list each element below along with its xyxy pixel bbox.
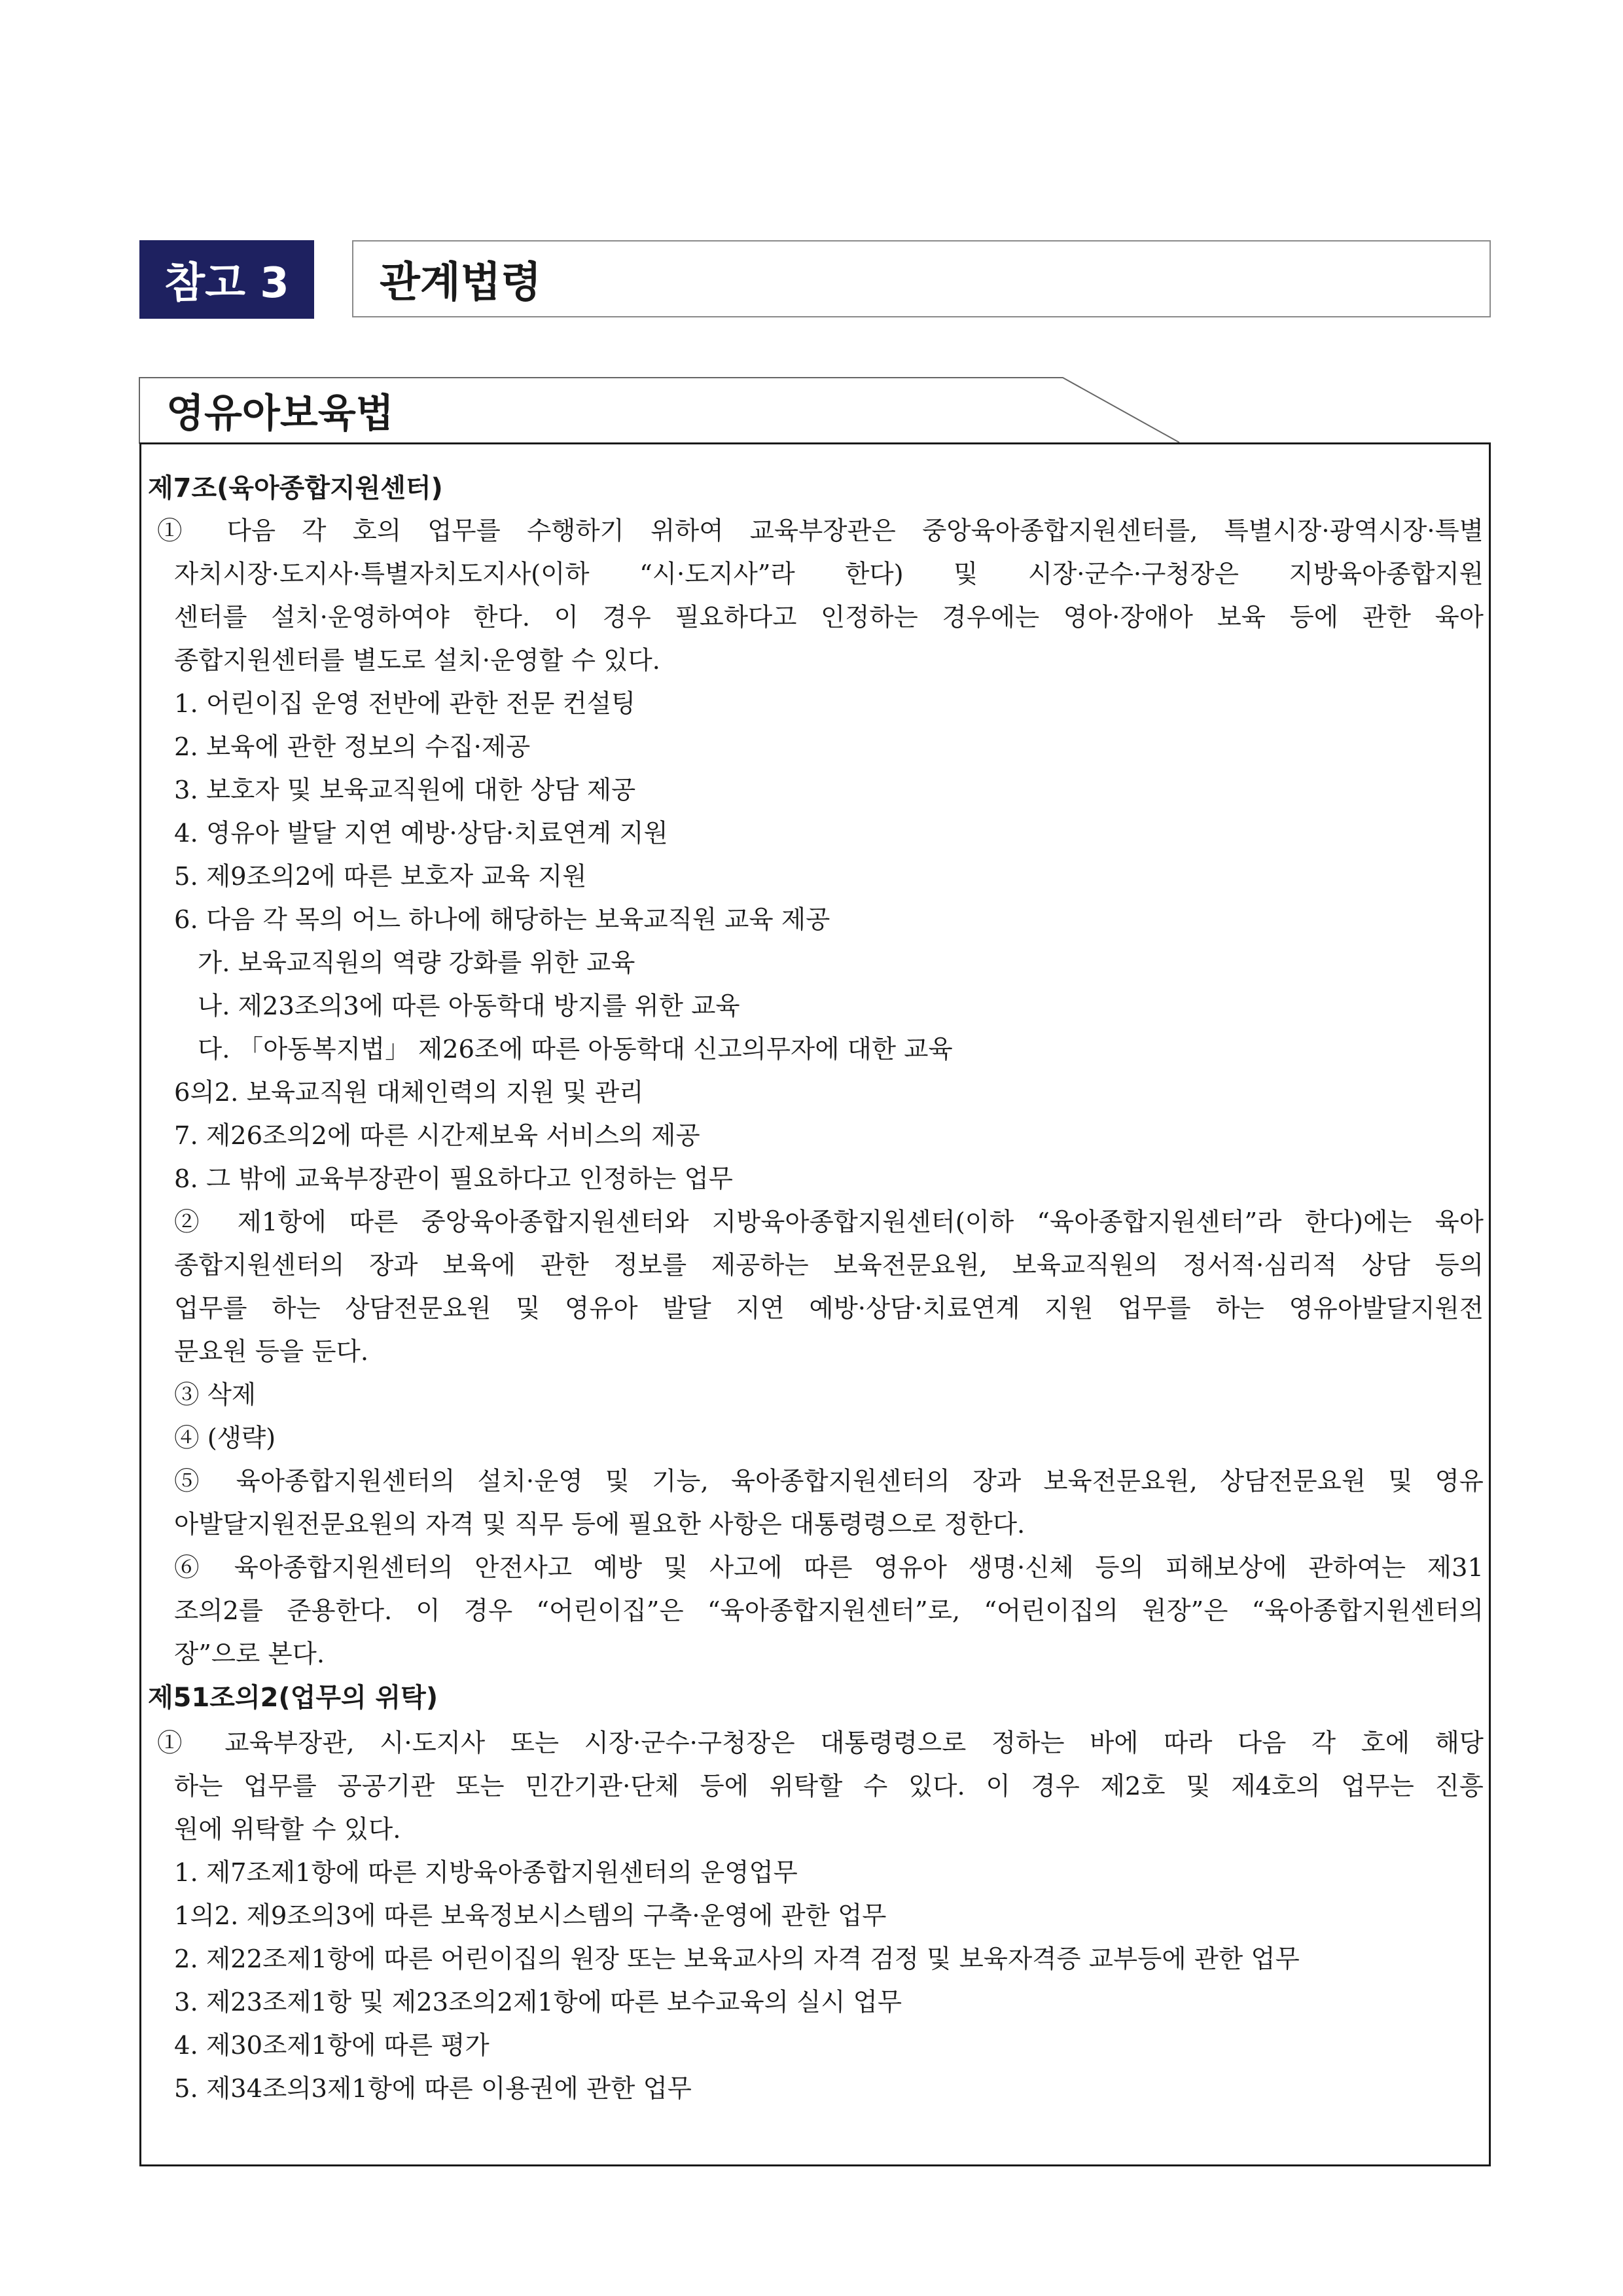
paragraph-line: ① 다음 각 호의 업무를 수행하기 위하여 교육부장관은 중앙육아종합지원센터를, 특별시장·광역시장·특별	[157, 516, 1484, 546]
list-item: 4. 영유아 발달 지연 예방·상담·치료연계 지원	[174, 819, 668, 848]
paragraph-line: 조의2를 준용한다. 이 경우 “어린이집”은 “육아종합지원센터”로, “어린이집의 원장”은 “육아종합지원센터의	[174, 1596, 1484, 1626]
page-title-text: 관계법령	[380, 259, 542, 307]
list-item: 1. 제7조제1항에 따른 지방육아종합지원센터의 운영업무	[174, 1858, 798, 1888]
reference-tag: 참고 3	[139, 240, 314, 319]
list-item: 5. 제34조의3제1항에 따른 이용권에 관한 업무	[174, 2074, 692, 2104]
paragraph-line: 센터를 설치·운영하여야 한다. 이 경우 필요하다고 인정하는 경우에는 영아·장애아 보육 등에 관한 육아	[174, 603, 1484, 632]
paragraph-line: 하는 업무를 공공기관 또는 민간기관·단체 등에 위탁할 수 있다. 이 경우 제2호 및 제4호의 업무는 진흥	[174, 1772, 1484, 1801]
list-item: 1의2. 제9조의3에 따른 보육정보시스템의 구축·운영에 관한 업무	[174, 1901, 887, 1931]
paragraph-line: ⑤ 육아종합지원센터의 설치·운영 및 기능, 육아종합지원센터의 장과 보육전문요원, 상담전문요원 및 영유	[174, 1467, 1484, 1496]
paragraph-line: 장”으로 본다.	[174, 1640, 325, 1669]
list-item: 6의2. 보육교직원 대체인력의 지원 및 관리	[174, 1078, 644, 1107]
paragraph-line: 원에 위탁할 수 있다.	[174, 1815, 401, 1844]
list-item: 4. 제30조제1항에 따른 평가	[174, 2031, 490, 2060]
paragraph-line: 아발달지원전문요원의 자격 및 직무 등에 필요한 사항은 대통령령으로 정한다.	[174, 1510, 1026, 1539]
list-item: 5. 제9조의2에 따른 보호자 교육 지원	[174, 862, 587, 891]
sub-list-item: 다. 「아동복지법」 제26조에 따른 아동학대 신고의무자에 대한 교육	[198, 1035, 953, 1064]
list-item: 2. 보육에 관한 정보의 수집·제공	[174, 732, 531, 762]
list-item: 6. 다음 각 목의 어느 하나에 해당하는 보육교직원 교육 제공	[174, 905, 830, 935]
list-item: 1. 어린이집 운영 전반에 관한 전문 컨설팅	[174, 689, 636, 719]
list-item: 8. 그 밖에 교육부장관이 필요하다고 인정하는 업무	[174, 1164, 733, 1194]
paragraph-line: 종합지원센터의 장과 보육에 관한 정보를 제공하는 보육전문요원, 보육교직원의 정서적·심리적 상담 등의	[174, 1251, 1484, 1280]
sub-list-item: 가. 보육교직원의 역량 강화를 위한 교육	[198, 948, 635, 978]
list-item: 3. 보호자 및 보육교직원에 대한 상담 제공	[174, 776, 636, 805]
paragraph-line: 자치시장·도지사·특별자치도지사(이하 “시·도지사”라 한다) 및 시장·군수·구청장은 지방육아종합지원	[174, 560, 1484, 589]
paragraph-line: ③ 삭제	[174, 1380, 257, 1410]
paragraph-line: 문요원 등을 둔다.	[174, 1337, 369, 1367]
list-item: 3. 제23조제1항 및 제23조의2제1항에 따른 보수교육의 실시 업무	[174, 1988, 902, 2017]
law-title: 영유아보육법	[166, 391, 394, 437]
paragraph-line: 업무를 하는 상담전문요원 및 영유아 발달 지연 예방·상담·치료연계 지원 업무를 하는 영유아발달지원전	[174, 1294, 1484, 1323]
list-item: 7. 제26조의2에 따른 시간제보육 서비스의 제공	[174, 1121, 700, 1151]
list-item: 2. 제22조제1항에 따른 어린이집의 원장 또는 보육교사의 자격 검정 및 보육자격증 교부등에 관한 업무	[174, 1945, 1300, 1974]
paragraph-line: ② 제1항에 따른 중앙육아종합지원센터와 지방육아종합지원센터(이하 “육아종합지원센터”라 한다)에는 육아	[174, 1208, 1484, 1237]
law-content-box	[139, 442, 1491, 2166]
sub-list-item: 나. 제23조의3에 따른 아동학대 방지를 위한 교육	[198, 992, 740, 1021]
page-title	[352, 240, 1491, 317]
paragraph-line: ① 교육부장관, 시·도지사 또는 시장·군수·구청장은 대통령령으로 정하는 바에 따라 다음 각 호에 해당	[157, 1729, 1484, 1758]
article-heading: 제7조(육아종합지원센터)	[148, 473, 443, 503]
article-heading: 제51조의2(업무의 위탁)	[148, 1683, 438, 1713]
paragraph-line: 종합지원센터를 별도로 설치·운영할 수 있다.	[174, 646, 660, 675]
paragraph-line: ④ (생략)	[174, 1424, 276, 1453]
paragraph-line: ⑥ 육아종합지원센터의 안전사고 예방 및 사고에 따른 영유아 생명·신체 등의 피해보상에 관하여는 제31	[174, 1553, 1484, 1583]
